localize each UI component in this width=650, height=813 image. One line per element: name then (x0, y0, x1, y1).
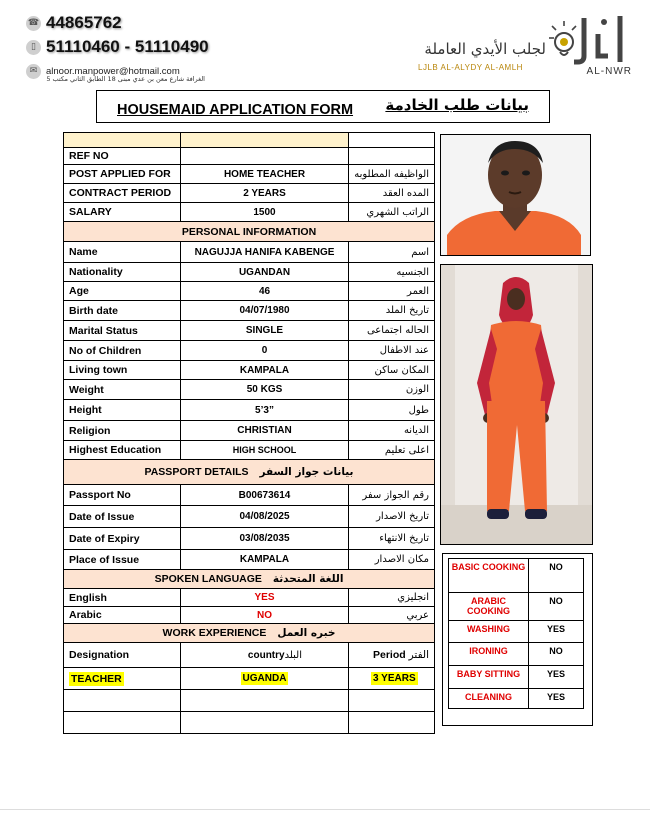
language-section-ar: اللغة المتحدثة (272, 573, 344, 585)
table-row (64, 550, 435, 570)
row-label: Living town (64, 361, 181, 380)
header-cell (64, 133, 181, 148)
company-logo (416, 12, 636, 80)
salary-ar: الراتب الشهري (349, 203, 435, 222)
row-label: Date of Issue (64, 506, 181, 528)
exp-designation (64, 668, 181, 690)
row-ar: الجنسيه (349, 263, 435, 282)
section-row (64, 624, 435, 643)
phone-alt: 51110460 - 51110490 (46, 37, 209, 56)
skill-row (449, 559, 584, 593)
page-divider (0, 809, 650, 810)
row-value: 03/08/2035 (181, 528, 349, 550)
row-ar: طول (349, 400, 435, 421)
row-ar: مكان الاصدار (349, 550, 435, 570)
skill-name: ARABIC COOKING (449, 593, 529, 621)
row-label: Height (64, 400, 181, 421)
row-ar: عربي (349, 607, 435, 624)
form-title-box (96, 90, 550, 123)
table-row (64, 528, 435, 550)
skill-value: NO (529, 643, 584, 666)
form-title-english: HOUSEMAID APPLICATION FORM (117, 102, 354, 118)
passport-section-ar: بيانات جواز السفر (259, 466, 354, 478)
row-label: Weight (64, 380, 181, 400)
table-row (64, 485, 435, 506)
row-label: English (64, 589, 181, 607)
row-label: Birth date (64, 301, 181, 321)
table-row (64, 361, 435, 380)
exp-country-value: UGANDA (242, 673, 287, 684)
row-value: B00673614 (181, 485, 349, 506)
row-value: KAMPALA (181, 550, 349, 570)
row-label: Age (64, 282, 181, 301)
row-label: Religion (64, 421, 181, 441)
contract-ar: المده العقد (349, 184, 435, 203)
row-value: YES (181, 589, 349, 607)
row-label: Nationality (64, 263, 181, 282)
ref-no-value (181, 148, 349, 165)
row-value: UGANDAN (181, 263, 349, 282)
empty-cell (181, 690, 349, 712)
ref-no-label: REF NO (64, 148, 181, 165)
table-row (64, 506, 435, 528)
row-value: 50 KGS (181, 380, 349, 400)
table-row (64, 341, 435, 361)
skill-name: WASHING (449, 621, 529, 643)
table-row (64, 607, 435, 624)
row-ar: عند الاطفال (349, 341, 435, 361)
empty-cell (64, 712, 181, 734)
row-label: Arabic (64, 607, 181, 624)
row-value: 04/08/2025 (181, 506, 349, 528)
application-table (63, 132, 435, 734)
row-ar: تاريخ الملد (349, 301, 435, 321)
salary-label: SALARY (64, 203, 181, 222)
col-country-ar: البلد (284, 649, 302, 661)
table-row (64, 589, 435, 607)
col-country (181, 643, 349, 668)
table-row (64, 165, 435, 184)
row-ar: انجليزي (349, 589, 435, 607)
experience-row-empty (64, 712, 435, 734)
col-country-en: country (247, 649, 285, 661)
row-ar: اعلى تعليم (349, 441, 435, 460)
row-ar: الديانه (349, 421, 435, 441)
skill-name: IRONING (449, 643, 529, 666)
contract-value: 2 YEARS (181, 184, 349, 203)
skill-value: YES (529, 666, 584, 689)
logo-english-name: LJLB AL-ALYDY AL-AMLH (418, 63, 523, 72)
email-icon: ✉ (26, 64, 41, 79)
empty-cell (64, 690, 181, 712)
table-row (64, 321, 435, 341)
table-row (64, 148, 435, 165)
skill-name: BASIC COOKING (449, 559, 529, 593)
form-title-arabic: بيانات طلب الخادمة (385, 96, 529, 114)
table-row (64, 301, 435, 321)
row-ar: رقم الجواز سفر (349, 485, 435, 506)
table-row (64, 203, 435, 222)
row-ar: العمر (349, 282, 435, 301)
salary-value: 1500 (181, 203, 349, 222)
post-ar: الواظيفه المطلوبه (349, 165, 435, 184)
skill-value: YES (529, 689, 584, 709)
row-ar: اسم (349, 242, 435, 263)
row-ar: المكان ساكن (349, 361, 435, 380)
skill-name: CLEANING (449, 689, 529, 709)
skill-row (449, 666, 584, 689)
row-value: SINGLE (181, 321, 349, 341)
row-value: 04/07/1980 (181, 301, 349, 321)
section-row (64, 222, 435, 242)
skill-row (449, 643, 584, 666)
table-row (64, 263, 435, 282)
row-label: Date of Expiry (64, 528, 181, 550)
language-section-title: SPOKEN LANGUAGE (154, 573, 262, 585)
passport-section (64, 460, 435, 485)
contract-label: CONTRACT PERIOD (64, 184, 181, 203)
portrait-image (441, 135, 590, 255)
row-ar: الوزن (349, 380, 435, 400)
experience-row (64, 668, 435, 690)
col-period-en: Period (373, 649, 406, 661)
full-body-photo (440, 264, 593, 545)
section-row (64, 570, 435, 589)
empty-cell (349, 712, 435, 734)
table-row (64, 400, 435, 421)
row-value: 0 (181, 341, 349, 361)
contact-block (26, 12, 209, 84)
portrait-photo (440, 134, 591, 256)
row-value: NAGUJJA HANIFA KABENGE (181, 242, 349, 263)
row-ar: الحاله اجتماعى (349, 321, 435, 341)
row-value: NO (181, 607, 349, 624)
full-body-image (441, 265, 592, 544)
row-label: Place of Issue (64, 550, 181, 570)
logo-brand: AL-NWR (586, 66, 632, 77)
personal-section-title: PERSONAL INFORMATION (64, 222, 435, 242)
table-row (64, 184, 435, 203)
row-label: Passport No (64, 485, 181, 506)
skills-table (448, 558, 584, 709)
table-row (64, 441, 435, 460)
empty-cell (349, 690, 435, 712)
experience-section-ar: خبره العمل (277, 627, 336, 639)
phone-main: 44865762 (46, 13, 122, 32)
phone-row (26, 12, 209, 34)
skill-name: BABY SITTING (449, 666, 529, 689)
row-label: Marital Status (64, 321, 181, 341)
row-label: No of Children (64, 341, 181, 361)
exp-designation-value: TEACHER (71, 672, 122, 685)
table-row (64, 421, 435, 441)
row-value: KAMPALA (181, 361, 349, 380)
skill-value: YES (529, 621, 584, 643)
phone-icon: ☎ (26, 16, 41, 31)
skill-value: NO (529, 593, 584, 621)
email: alnoor.manpower@hotmail.com (46, 65, 180, 77)
section-row (64, 460, 435, 485)
col-period-ar: الفتر (408, 649, 429, 661)
empty-cell (181, 712, 349, 734)
ref-no-ar (349, 148, 435, 165)
mobile-icon: ▯ (26, 40, 41, 55)
logo-arabic-name: لجلب الأيدي العاملة (424, 40, 546, 58)
experience-section (64, 624, 435, 643)
post-value: HOME TEACHER (181, 165, 349, 184)
exp-country (181, 668, 349, 690)
exp-period-value: 3 YEARS (373, 673, 416, 684)
header-row (64, 133, 435, 148)
row-value: 46 (181, 282, 349, 301)
col-period (349, 643, 435, 668)
row-ar: تاريخ الانتهاء (349, 528, 435, 550)
exp-period (349, 668, 435, 690)
row-label: Name (64, 242, 181, 263)
post-label: POST APPLIED FOR (64, 165, 181, 184)
experience-header-row (64, 643, 435, 668)
skill-row (449, 593, 584, 621)
row-label: Highest Education (64, 441, 181, 460)
row-value: 5’3” (181, 400, 349, 421)
row-value: HIGH SCHOOL (181, 441, 349, 460)
table-row (64, 282, 435, 301)
header-cell (349, 133, 435, 148)
address: الغرافة شارع معن بن عدي مبنى 18 الطابق الثاني مكتب 5 (46, 75, 205, 83)
skill-value: NO (529, 559, 584, 593)
header-cell (181, 133, 349, 148)
skill-row (449, 621, 584, 643)
mobile-row (26, 36, 209, 58)
row-ar: تاريخ الاصدار (349, 506, 435, 528)
passport-section-title: PASSPORT DETAILS (144, 466, 249, 478)
experience-section-title: WORK EXPERIENCE (162, 627, 267, 639)
table-row (64, 242, 435, 263)
skill-row (449, 689, 584, 709)
language-section (64, 570, 435, 589)
experience-row-empty (64, 690, 435, 712)
col-designation: Designation (64, 643, 181, 668)
row-value: CHRISTIAN (181, 421, 349, 441)
table-row (64, 380, 435, 400)
